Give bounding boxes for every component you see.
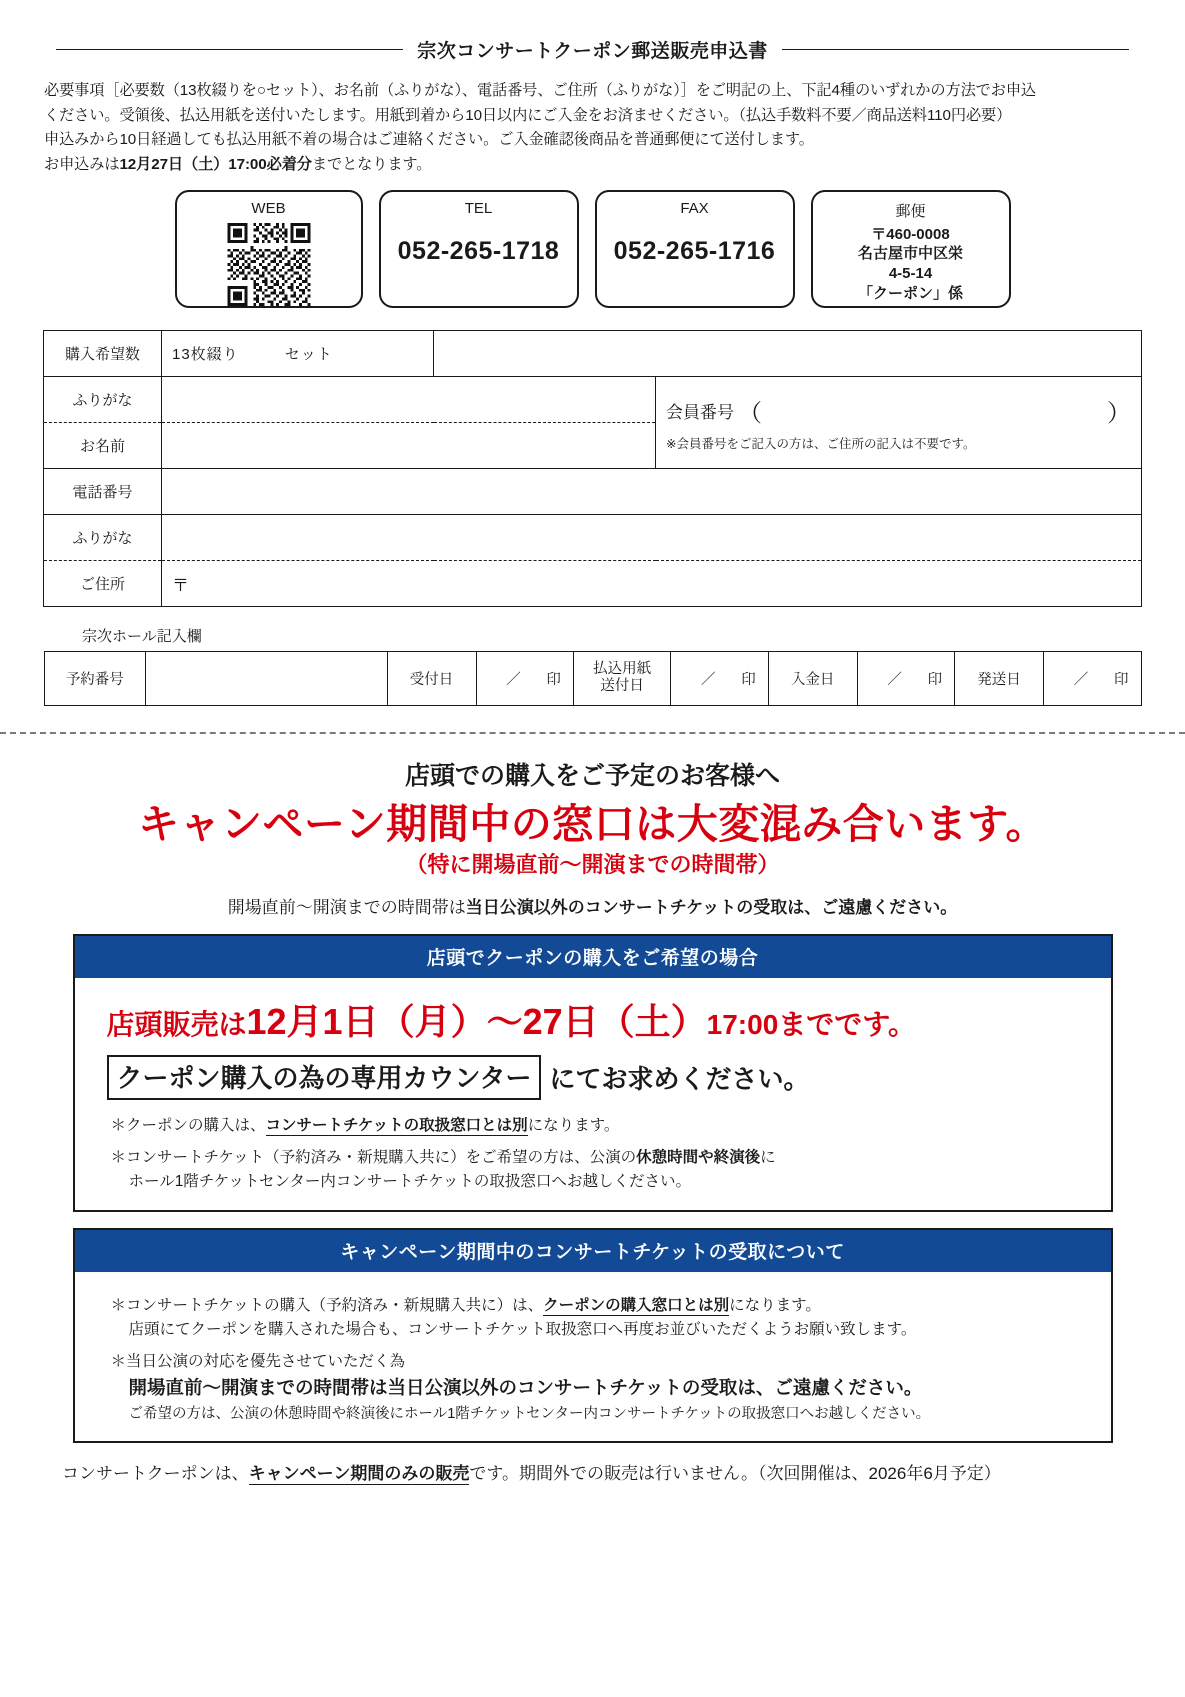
panel1-note1-prefix: ＊クーポンの購入は、 <box>110 1116 266 1134</box>
quantity-label: 購入希望数 <box>44 330 162 376</box>
hall-section-label: 宗次ホール記入欄 <box>82 627 202 645</box>
hall-ship-date-field[interactable] <box>1044 651 1142 705</box>
panel1-note2-sub: ホール1階チケットセンター内コンサートチケットの取扱窓口へお越しください。 <box>128 1172 691 1190</box>
member-number-open-paren: （ <box>738 399 762 427</box>
intro-deadline <box>44 153 1141 178</box>
qr-code-icon <box>225 223 313 306</box>
panel2-note1-prefix: ＊コンサートチケットの購入（予約済み・新規購入共に）は、 <box>110 1296 544 1314</box>
post-address-line-2: 名古屋市中区栄 <box>857 245 963 263</box>
hall-payment-date-field[interactable] <box>857 651 954 705</box>
panel1-sale-prefix: 店頭販売は <box>106 1008 247 1040</box>
document-title-row <box>56 36 1129 63</box>
hall-payment-form-field[interactable] <box>671 651 768 705</box>
notice-pickup-bold: 当日公演以外のコンサートチケットの受取は、ご遠慮ください。 <box>465 897 958 917</box>
hall-reserve-no-label: 予約番号 <box>44 651 146 705</box>
intro-line-3: 申込みから10日経過しても払込用紙不着の場合はご連絡ください。ご入金確認後商品を普通郵便にて送付します。 <box>44 131 814 149</box>
panel1-sale-time: 17:00 <box>706 1008 779 1040</box>
form-row-quantity <box>44 330 1142 376</box>
intro-paragraph <box>44 79 1141 178</box>
panel1-counter-box: クーポン購入の為の専用カウンター <box>107 1055 542 1100</box>
name-field[interactable] <box>162 422 656 468</box>
panel2-note2-small: ご希望の方は、公演の休憩時間や終演後にホール1階チケットセンター内コンサートチケットの取扱窓口へお越しください。 <box>128 1405 931 1422</box>
panel1-note-1 <box>111 1114 1085 1138</box>
footer-suffix: です。期間外での販売は行いません。（次回開催は、2026年6月予定） <box>469 1464 1001 1483</box>
hall-reserve-no-field[interactable] <box>146 651 387 705</box>
hall-payment-form-slash: ／ <box>701 671 716 688</box>
panel-ticket-pickup <box>73 1228 1113 1443</box>
panel2-note-2 <box>111 1350 1085 1425</box>
contact-post-label: 郵便 <box>895 202 926 220</box>
form-row-address <box>44 560 1142 606</box>
panel1-sale-period <box>107 994 1085 1045</box>
panel1-sale-suffix: までです。 <box>778 1008 917 1040</box>
post-address-line-4: 「クーポン」係 <box>857 284 963 302</box>
footer-bold: キャンペーン期間のみの販売 <box>248 1464 470 1483</box>
name-furigana-field[interactable] <box>162 376 656 422</box>
intro-line-1: 必要事項［必要数（13枚綴りを○セット）、お名前（ふりがな）、電話番号、ご住所（ふりがな）］をご明記の上、下記4種のいずれかの方法でお申込 <box>44 82 1037 99</box>
hall-ship-date-label: 発送日 <box>955 651 1044 705</box>
panel2-note-1 <box>111 1294 1085 1342</box>
contact-tel[interactable] <box>379 190 579 308</box>
address-label: ご住所 <box>44 560 162 606</box>
address-field[interactable] <box>162 560 1142 606</box>
panel1-counter-suffix: にてお求めください。 <box>549 1063 810 1094</box>
hall-receipt-date-field[interactable] <box>476 651 573 705</box>
hall-payment-form-label <box>573 651 670 705</box>
address-furigana-field[interactable] <box>162 514 1142 560</box>
contact-post[interactable] <box>811 190 1011 308</box>
member-number-close-paren: ） <box>1107 399 1131 427</box>
panel2-body <box>75 1272 1111 1441</box>
contact-tel-label: TEL <box>464 199 493 217</box>
panel1-sale-tilde: 〜 <box>486 1000 523 1042</box>
application-form-table <box>43 330 1142 607</box>
post-address-line-3: 4-5-14 <box>888 265 933 283</box>
contact-post-address <box>858 225 963 304</box>
footer-prefix: コンサートクーポンは、 <box>62 1464 249 1483</box>
form-row-address-furigana <box>44 514 1142 560</box>
deadline-prefix: お申込みは <box>44 155 120 173</box>
contact-fax-number: 052-265-1716 <box>613 236 776 265</box>
contact-methods <box>38 190 1147 308</box>
hall-row <box>44 651 1141 705</box>
member-number-row <box>666 393 1131 428</box>
contact-tel-number: 052-265-1718 <box>397 236 560 265</box>
deadline-suffix: までとなります。 <box>311 155 432 173</box>
title-rule-right <box>782 49 1129 50</box>
panel-counter-purchase <box>73 934 1113 1212</box>
panel1-note2-suffix: に <box>760 1148 776 1166</box>
notice-pickup-prefix: 開場直前〜開演までの時間帯は <box>227 897 466 917</box>
hall-ship-date-seal: 印 <box>1114 671 1129 688</box>
post-address-line-1: 〒460-0008 <box>871 225 950 243</box>
panel1-header: 店頭でクーポンの購入をご希望の場合 <box>75 936 1111 978</box>
panel1-note1-bold: コンサートチケットの取扱窓口とは別 <box>265 1116 528 1134</box>
notice-red-sub: （特に開場直前〜開演までの時間帯） <box>405 851 780 877</box>
contact-fax[interactable] <box>595 190 795 308</box>
hall-payment-date-slash: ／ <box>887 671 902 688</box>
panel1-note1-suffix: になります。 <box>527 1116 620 1134</box>
quantity-field[interactable] <box>162 330 434 376</box>
footer-note <box>62 1459 1147 1484</box>
hall-receipt-seal: 印 <box>546 671 561 688</box>
hall-payment-form-seal: 印 <box>741 671 756 688</box>
panel2-header: キャンペーン期間中のコンサートチケットの受取について <box>75 1230 1111 1272</box>
cut-line-divider <box>0 732 1185 734</box>
panel2-note1-sub: 店頭にてクーポンを購入された場合も、コンサートチケット取扱窓口へ再度お並びいただくようお願い致します。 <box>128 1320 917 1338</box>
panel2-note1-bold: クーポンの購入窓口とは別 <box>543 1296 730 1314</box>
panel1-counter-line <box>107 1055 1085 1100</box>
zip-mark-icon: 〒 <box>172 575 189 595</box>
hall-payment-form-label-1: 払込用紙 <box>593 660 652 677</box>
name-label: お名前 <box>44 422 162 468</box>
hall-record-table <box>44 651 1142 706</box>
panel1-sale-date1: 12月1日（月） <box>246 1000 487 1042</box>
hall-payment-date-label: 入金日 <box>768 651 857 705</box>
panel2-note2-prefix: ＊当日公演の対応を優先させていただく為 <box>110 1352 406 1370</box>
panel1-note-2 <box>111 1146 1085 1194</box>
notice-pickup-line <box>38 893 1147 918</box>
deadline-date: 12月27日（土）17:00必着分 <box>119 155 312 173</box>
hall-receipt-date-label: 受付日 <box>387 651 476 705</box>
hall-ship-date-slash: ／ <box>1073 671 1089 688</box>
address-furigana-label: ふりがな <box>44 514 162 560</box>
tel-label: 電話番号 <box>44 468 162 514</box>
panel2-note1-suffix: になります。 <box>729 1296 821 1314</box>
member-number-label: 会員番号 <box>666 402 734 422</box>
member-number-cell[interactable] <box>656 376 1142 468</box>
page-title: 宗次コンサートクーポン郵送販売申込書 <box>417 41 768 62</box>
hall-payment-date-seal: 印 <box>927 671 943 688</box>
hall-payment-form-label-2: 送付日 <box>600 678 644 694</box>
form-row-tel <box>44 468 1142 514</box>
quantity-value: 13枚綴り <box>172 345 239 363</box>
contact-web[interactable] <box>175 190 363 308</box>
panel1-sale-date2: 27日（土） <box>522 1000 707 1042</box>
hall-receipt-slash: ／ <box>506 671 521 688</box>
panel1-note2-bold: 休憩時間や終演後 <box>636 1148 761 1166</box>
contact-fax-label: FAX <box>680 199 709 217</box>
name-furigana-label: ふりがな <box>44 376 162 422</box>
member-number-note: ※会員番号をご記入の方は、ご住所の記入は不要です。 <box>666 436 976 451</box>
quantity-blank-cell <box>434 330 1142 376</box>
tel-field[interactable] <box>162 468 1142 514</box>
panel1-note2-prefix: ＊コンサートチケット（予約済み・新規購入共に）をご希望の方は、公演の <box>110 1148 637 1166</box>
contact-web-label: WEB <box>251 199 286 217</box>
title-rule-left <box>56 49 403 50</box>
quantity-unit: セット <box>284 345 333 363</box>
panel2-note2-strong: 開場直前〜開演までの時間帯は当日公演以外のコンサートチケットの受取は、ご遠慮ください。 <box>128 1376 923 1398</box>
form-row-name-furigana <box>44 376 1142 422</box>
notice-red-main: キャンペーン期間中の窓口は大変混み合います。 <box>138 800 1047 847</box>
panel1-body <box>75 978 1111 1210</box>
intro-line-2: ください。受領後、払込用紙を送付いたします。用紙到着から10日以内にご入金をお済ませください。（払込手数料不要／商品送料110円必要） <box>44 106 1012 124</box>
notice-heading: 店頭での購入をご予定のお客様へ <box>404 761 780 790</box>
